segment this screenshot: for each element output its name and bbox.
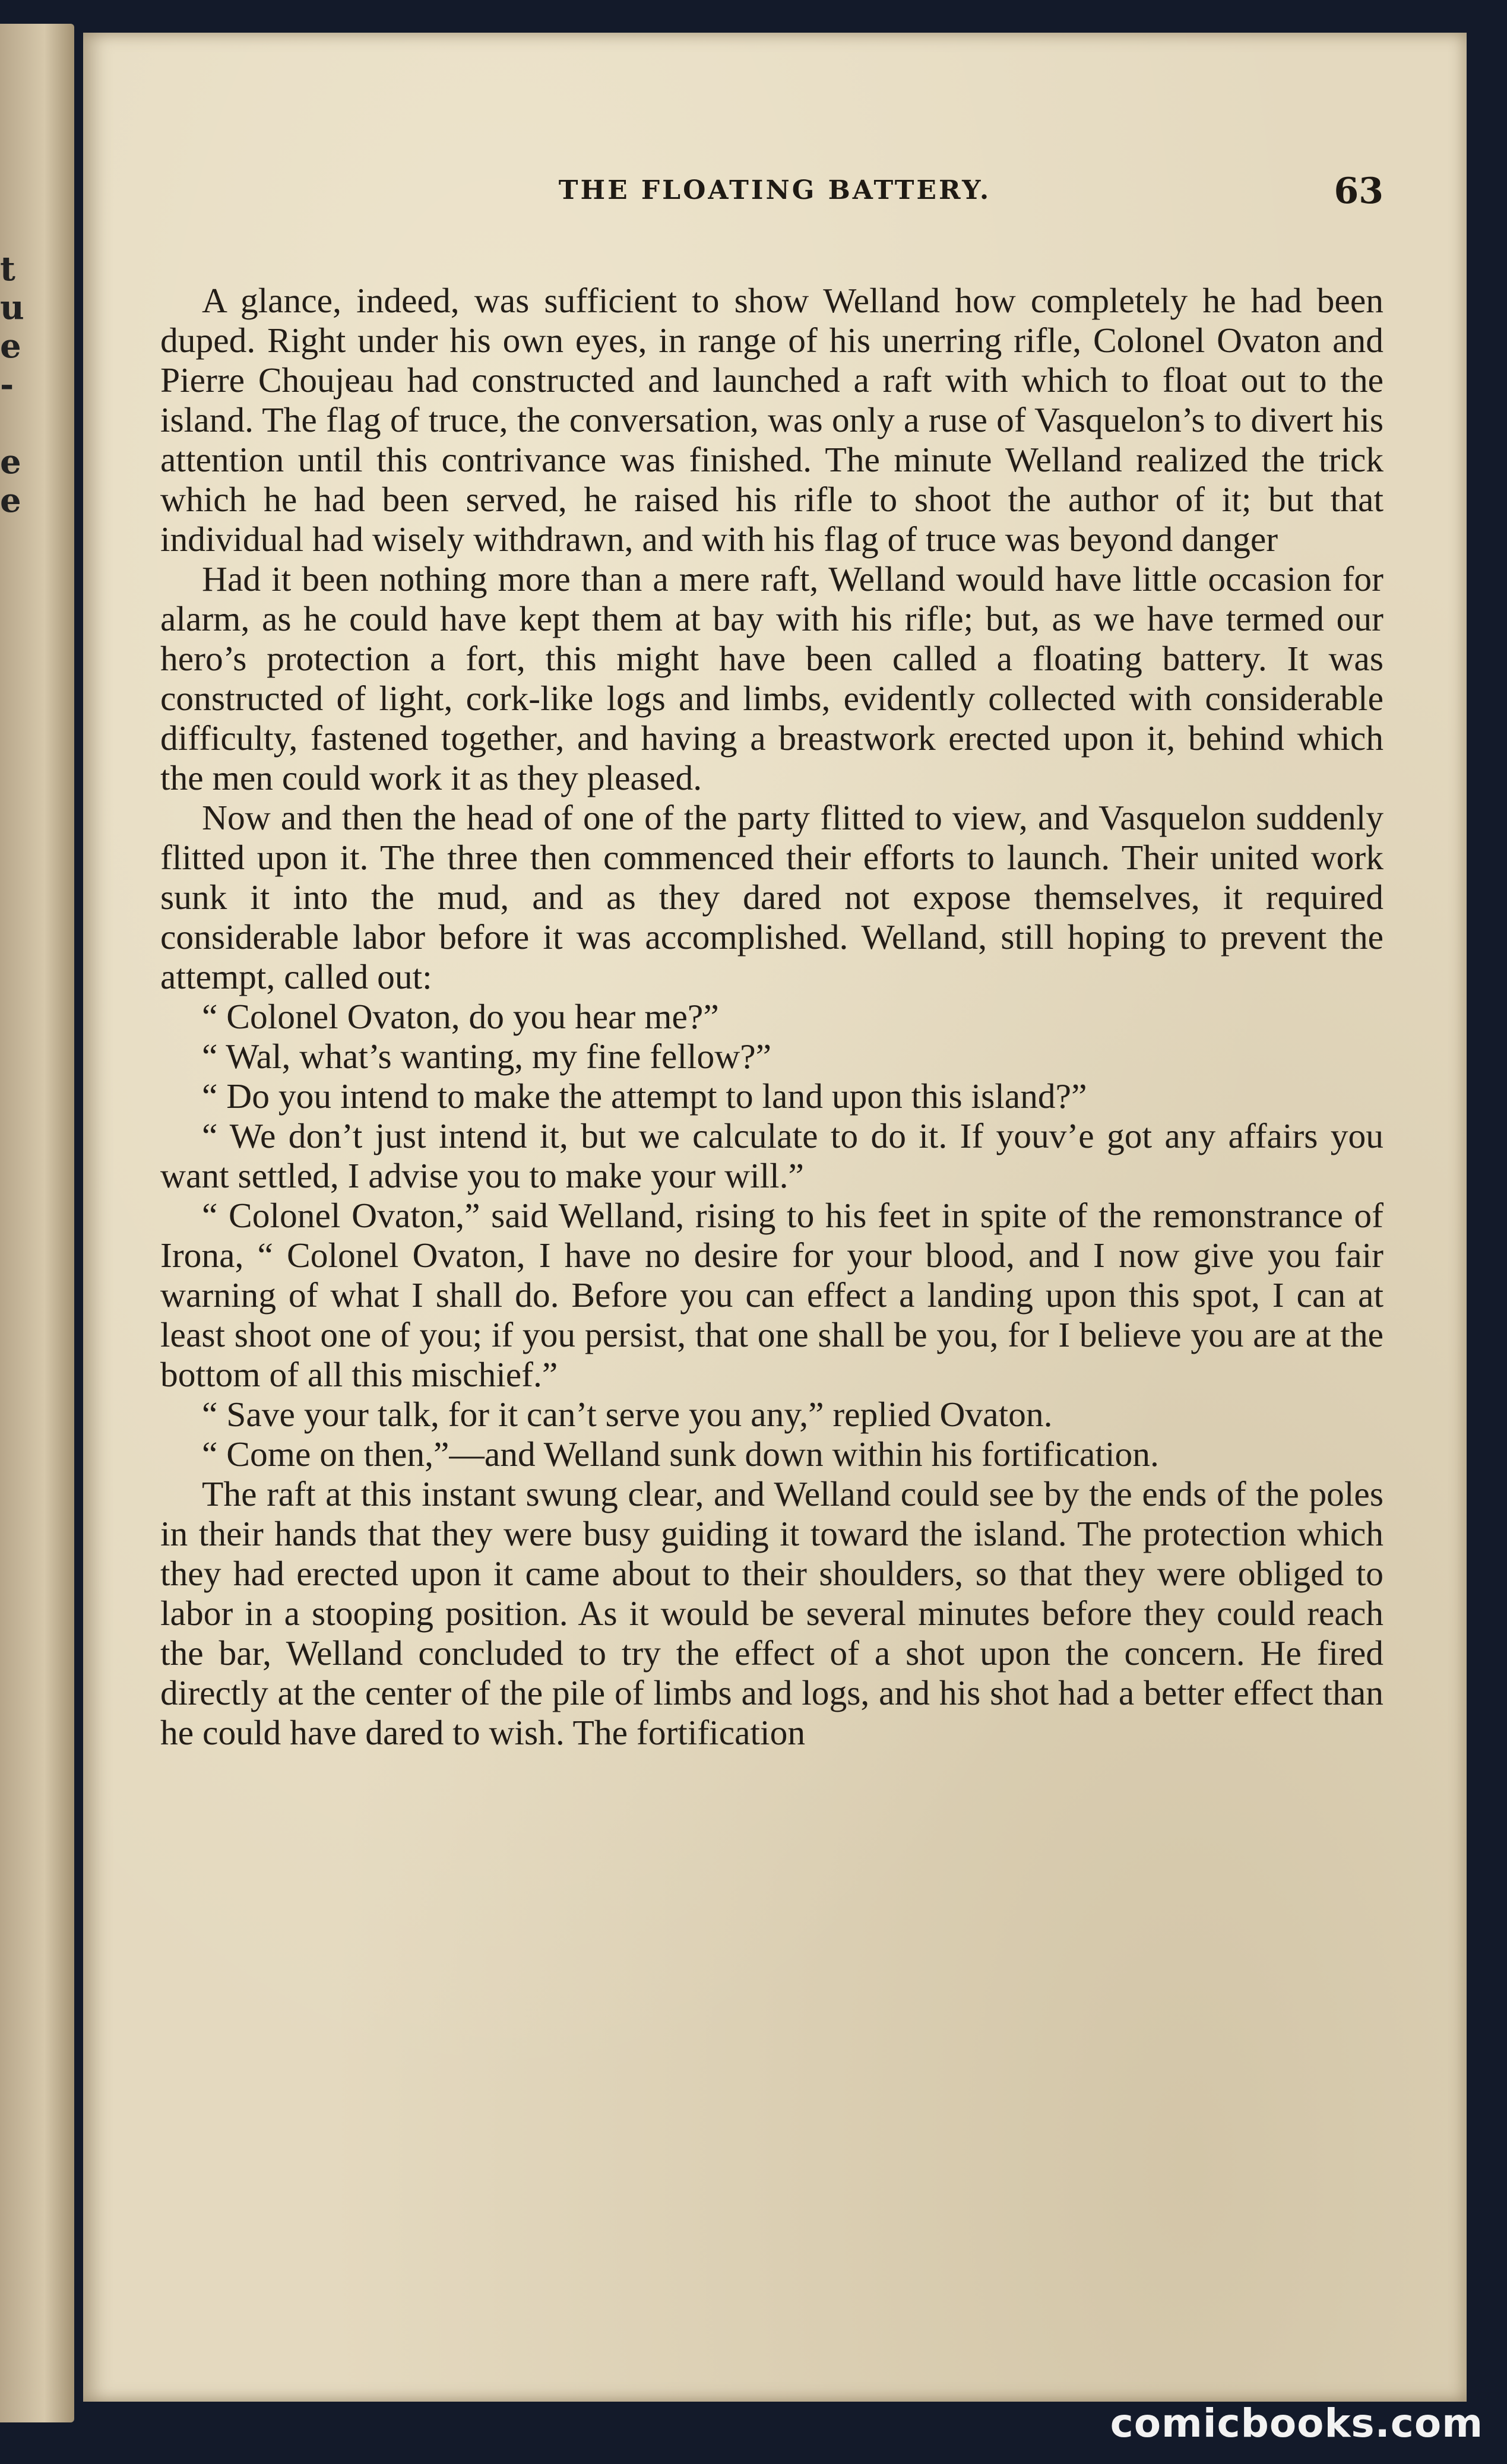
- left-page-fragment: t: [0, 249, 15, 289]
- paragraph: Now and then the head of one of the party flitted to view, and Vasquelon suddenly flitted upon it. The three then commenced their efforts to launch. Their united work sunk it into the mud, and as they dared not expose themselves, it required considerable labor before it was accomplished. Welland, still hoping to prevent the attempt, called out:: [160, 798, 1383, 996]
- body-text: [160, 281, 1383, 1753]
- dialogue-line: “ Come on then,”—and Welland sunk down within his fortification.: [202, 1434, 1159, 1474]
- running-head: [83, 170, 1467, 223]
- paragraph: The raft at this instant swung clear, and Welland could see by the ends of the poles in their hands that they were busy guiding it toward the island. The protection which they had erected upon it came about to their shoulders, so that they were obliged to labor in a stooping position. As it would be several minutes before they could reach the bar, Welland concluded to try the effect of a shot upon the concern. He fired directly at the center of the pile of limbs and logs, and his shot had a better effect than he could have dared to wish. The fortification: [160, 1474, 1383, 1752]
- page-number: 63: [1334, 170, 1383, 212]
- running-head-title: THE FLOATING BATTERY.: [558, 175, 992, 205]
- adjacent-page-edge: [0, 24, 74, 2422]
- left-page-fragment: e: [0, 442, 21, 482]
- paragraph: A glance, indeed, was sufficient to show Welland how completely he had been duped. Right under his own eyes, in range of his unerring rifle, Colonel Ovaton and Pierre Choujeau had constructed and launched a raft with which to float out to the island. The flag of truce, the conversation, was only a ruse of Vasquelon’s to divert his attention until this contrivance was finished. The minute Welland realized the trick which he had been served, he raised his rifle to shoot the author of it; but that individual had wisely withdrawn, and with his flag of truce was beyond danger: [160, 281, 1383, 559]
- left-page-fragment: e: [0, 327, 21, 366]
- book-page: [83, 33, 1467, 2402]
- paragraph: Had it been nothing more than a mere raft, Welland would have little occasion for alarm, as he could have kept them at bay with his rifle; but, as we have termed our hero’s protection a fort, this might have been called a floating battery. It was constructed of light, cork-like logs and limbs, evidently collected with considerable difficulty, fastened together, and having a breastwork erected upon it, behind which the men could work it as they pleased.: [160, 559, 1383, 797]
- left-page-fragment: -: [0, 365, 14, 404]
- left-page-fragment: u: [0, 288, 24, 327]
- left-page-fragment: e: [0, 481, 21, 520]
- dialogue-line: “ Colonel Ovaton, do you hear me?”: [202, 997, 719, 1036]
- dialogue-line: “ Wal, what’s wanting, my fine fellow?”: [202, 1037, 772, 1076]
- dialogue-line: “ Save your talk, for it can’t serve you any,” replied Ovaton.: [202, 1395, 1053, 1434]
- site-watermark: comicbooks.com: [1110, 2400, 1483, 2446]
- dialogue-line: “ Do you intend to make the attempt to land upon this island?”: [202, 1076, 1087, 1116]
- dialogue-line: “ We don’t just intend it, but we calculate to do it. If youv’e got any affairs you want settled, I advise you to make your will.”: [160, 1116, 1383, 1195]
- paragraph: “ Colonel Ovaton,” said Welland, rising to his feet in spite of the remonstrance of Irona, “ Colonel Ovaton, I have no desire for your blood, and I now give you fair warning of what I shall do. Before you can effect a landing upon this spot, I can at least shoot one of you; if you persist, that one shall be you, for I believe you are at the bottom of all this mischief.”: [160, 1196, 1383, 1394]
